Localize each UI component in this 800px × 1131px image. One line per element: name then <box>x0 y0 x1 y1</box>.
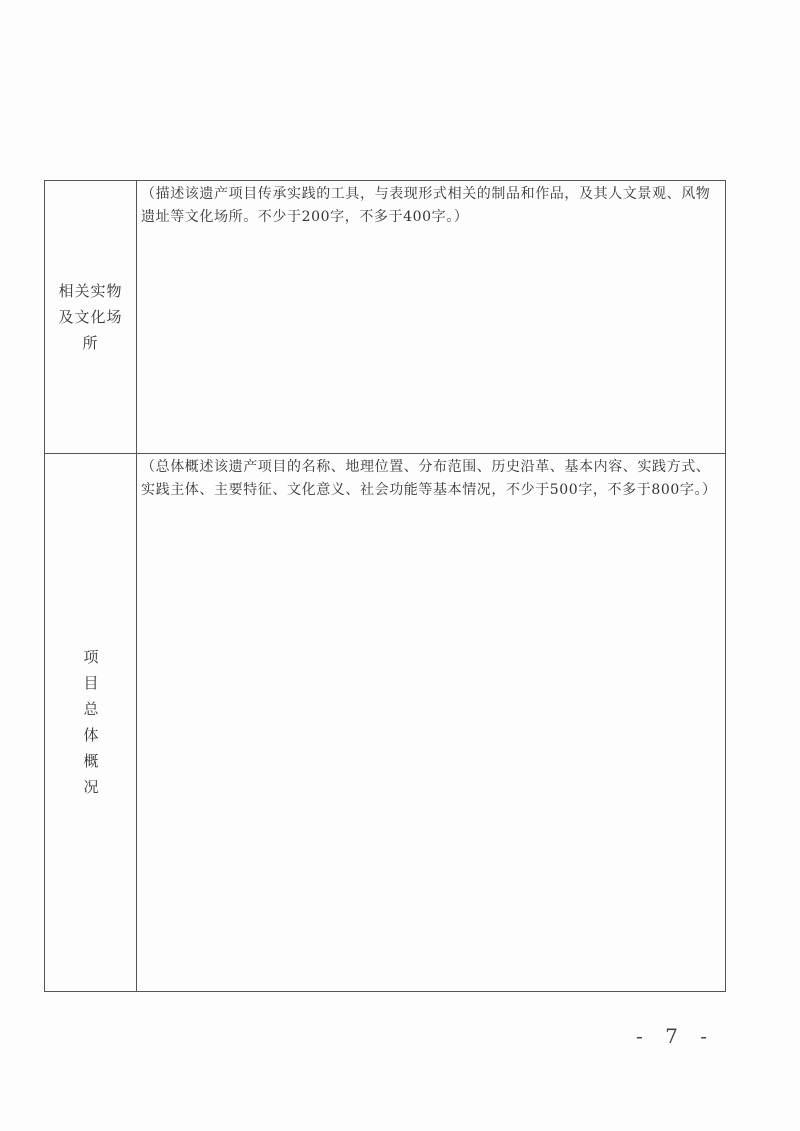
row-label: 相关实物及文化场所 <box>58 282 123 352</box>
page-number: - 7 - <box>636 1024 715 1048</box>
instruction-text: （总体概述该遗产项目的名称、地理位置、分布范围、历史沿革、基本内容、实践方式、实践主体、主要特征、文化意义、社会功能等基本情况，不少于500字，不多于800字。） <box>141 459 717 498</box>
content-cell-related-objects[interactable] <box>137 181 725 453</box>
heritage-form-table <box>44 180 726 992</box>
label-cell-related-objects <box>45 181 137 453</box>
table-row-project-overview <box>45 454 725 992</box>
row-label: 项目总体概况 <box>83 648 99 796</box>
instruction-text: （描述该遗产项目传承实践的工具，与表现形式相关的制品和作品，及其人文景观、风物遗址等文化场所。不少于200字，不多于400字。） <box>141 186 711 225</box>
label-cell-project-overview <box>45 454 137 992</box>
content-cell-project-overview[interactable] <box>137 454 725 992</box>
table-row-related-objects <box>45 181 725 454</box>
